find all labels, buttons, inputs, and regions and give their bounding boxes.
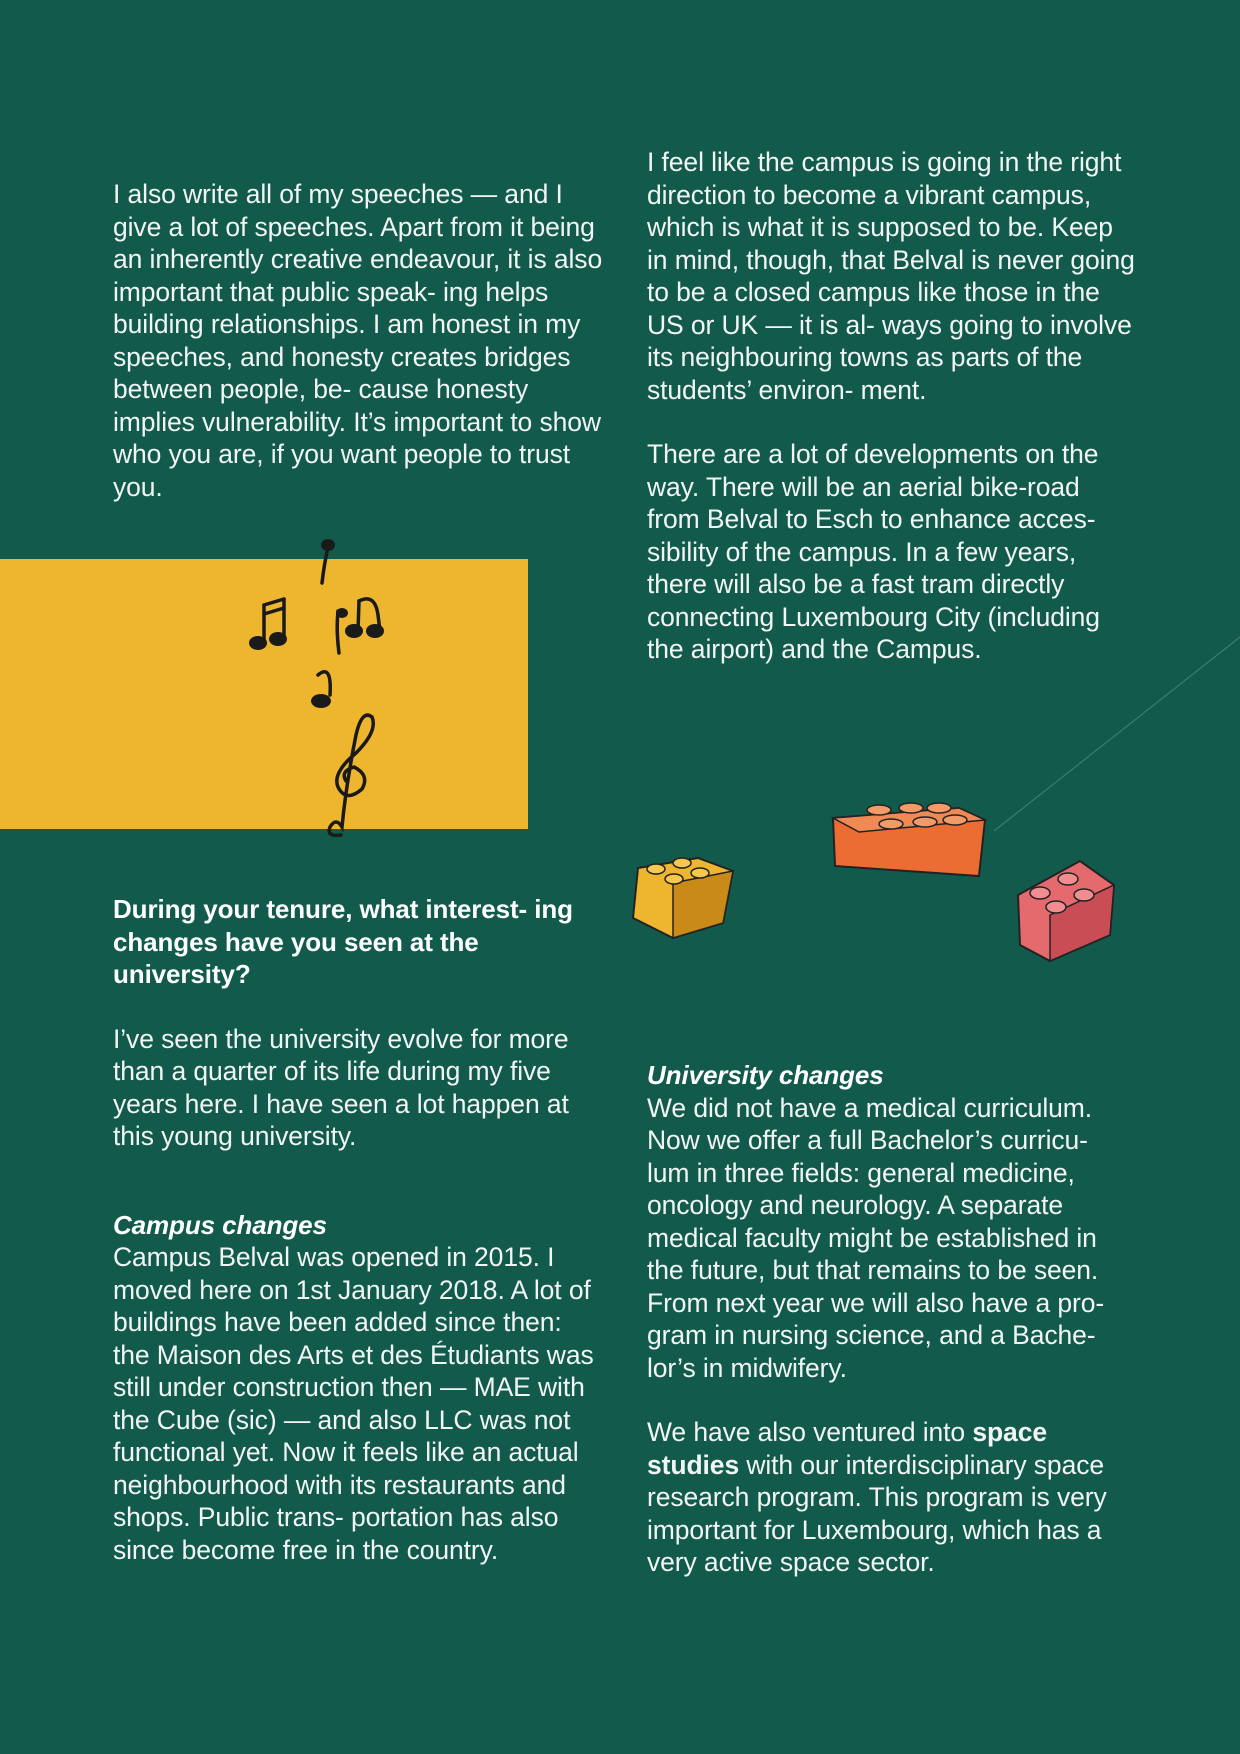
university-changes-text: We did not have a medical curriculum. Now we offer a full Bachelor’s curricu- lum in three fields: general medicine, oncology and neurology. A separate medical faculty might be established in the future, but that remains to be seen. From next year we will also have a pro- gram in nursing science, and a Bache- lor’s in midwifery.: [647, 1092, 1105, 1383]
intro-text: I also write all of my speeches — and I give a lot of speeches. Apart from it being an inherently creative endeavour, it is also important that public speak- ing helps building relationships. I am honest in my speeches, and honesty creates bridges between people, be- cause honesty implies vulnerability. It’s important to show who you are, if you want people to trust you.: [113, 179, 603, 502]
space-studies-emphasis: space studies: [647, 1417, 1047, 1480]
decorative-line: [990, 635, 1240, 835]
interview-question: During your tenure, what interest- ing changes have you seen at the university?: [113, 894, 573, 989]
orange-brick-icon: [829, 796, 989, 886]
music-notes-icon: [240, 535, 480, 855]
space-studies-paragraph: [647, 1416, 1137, 1579]
developments-text: There are a lot of developments on the way. There will be an aerial bike-road from Belval to Esch to enhance acces- sibility of the campus. In a few years, there will also be a fast tram directly connecting Luxembourg City (including the airport) and the Campus.: [647, 439, 1100, 664]
left-lower-column: [113, 893, 603, 1566]
pink-brick-icon: [1010, 855, 1120, 965]
campus-changes-heading: Campus changes: [113, 1209, 327, 1240]
right-lower-column: [647, 1059, 1137, 1579]
answer-text: I’ve seen the university evolve for more than a quarter of its life during my five years here. I have seen a lot happen at this young university.: [113, 1023, 569, 1151]
space-text-before: We have also ventured into: [647, 1417, 973, 1447]
university-changes-heading: University changes: [647, 1060, 884, 1090]
campus-direction-text: I feel like the campus is going in the right direction to become a vibrant campus, which is what it is supposed to be. Keep in mind, though, that Belval is never going to be a closed campus like those in the US or UK — it is al- ways going to involve its neighbouring towns as parts of the students’ environ- ment.: [647, 147, 1135, 405]
space-text-after: with our interdisciplinary space research program. This program is very important for Luxembourg, which has a very active space sector.: [647, 1449, 1107, 1577]
right-upper-column: [647, 146, 1137, 666]
campus-changes-text: Campus Belval was opened in 2015. I moved here on 1st January 2018. A lot of buildings have been added since then: the Maison des Arts et des Étudiants was still under construction then — MAE with the Cube (sic) — and also LLC was not functional yet. Now it feels like an actual neighbourhood with its restaurants and shops. Public trans- portation has also since become free in the country.: [113, 1242, 594, 1565]
left-intro-paragraph: [113, 178, 603, 503]
yellow-brick-icon: [628, 843, 738, 943]
